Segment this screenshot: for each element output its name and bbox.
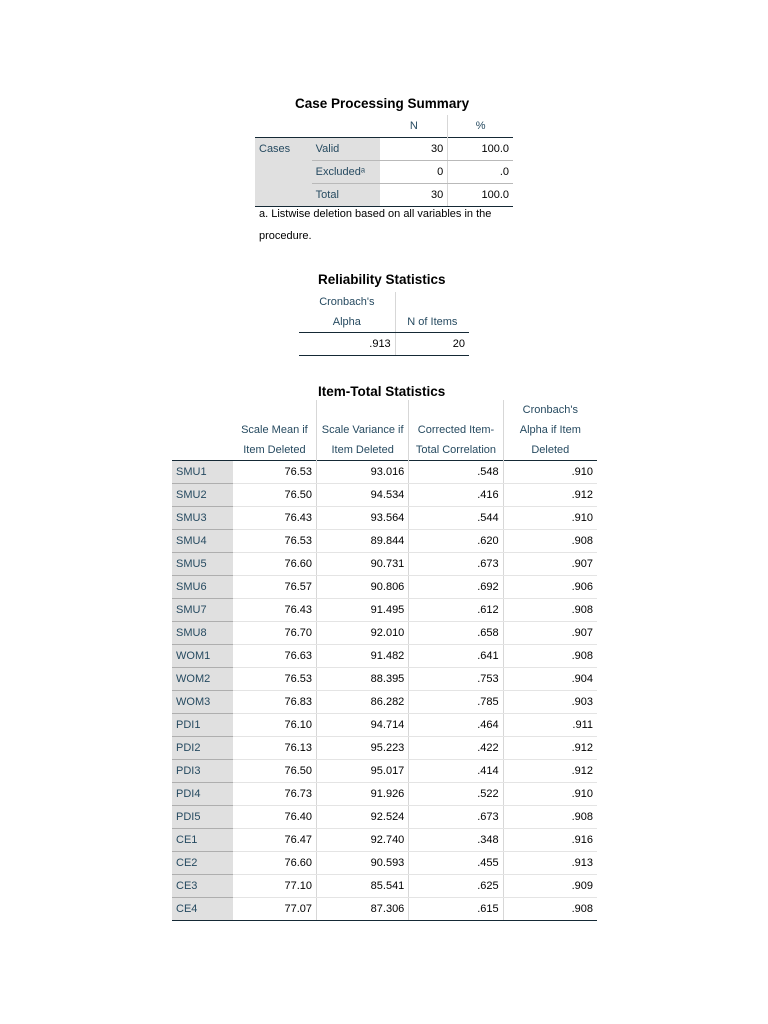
alpha-cell: .908 [503, 599, 597, 622]
row-label-excluded: Excludedᵃ [312, 161, 381, 184]
row-label: WOM1 [172, 645, 233, 668]
table-row [172, 852, 597, 875]
variance-cell: 95.017 [317, 760, 409, 783]
alpha-cell: .908 [503, 806, 597, 829]
row-label-total: Total [312, 184, 381, 207]
mean-cell: 76.43 [233, 507, 317, 530]
corr-cell: .544 [409, 507, 503, 530]
variance-cell: 92.740 [317, 829, 409, 852]
corr-cell: .753 [409, 668, 503, 691]
row-label: PDI5 [172, 806, 233, 829]
col-header-mean-line2: Item Deleted [243, 444, 306, 456]
variance-cell: 88.395 [317, 668, 409, 691]
table-row [172, 829, 597, 852]
table-row [172, 599, 597, 622]
case-processing-title: Case Processing Summary [295, 96, 470, 111]
corr-cell: .620 [409, 530, 503, 553]
table-row [172, 737, 597, 760]
row-label: CE4 [172, 898, 233, 921]
alpha-cell: .908 [503, 645, 597, 668]
row-label: SMU2 [172, 484, 233, 507]
footnote-line-2: procedure. [259, 230, 312, 242]
row-label: CE1 [172, 829, 233, 852]
mean-cell: 76.43 [233, 599, 317, 622]
corr-cell: .673 [409, 553, 503, 576]
corr-cell: .692 [409, 576, 503, 599]
alpha-cell: .903 [503, 691, 597, 714]
table-row [172, 622, 597, 645]
corr-cell: .414 [409, 760, 503, 783]
col-header-mean-line1: Scale Mean if [241, 424, 308, 436]
mean-cell: 76.10 [233, 714, 317, 737]
alpha-cell: .912 [503, 760, 597, 783]
row-label: WOM3 [172, 691, 233, 714]
variance-cell: 91.482 [317, 645, 409, 668]
row-label-valid: Valid [312, 138, 381, 161]
table-row [172, 530, 597, 553]
variance-cell: 91.495 [317, 599, 409, 622]
table-row [172, 484, 597, 507]
alpha-cell: .913 [503, 852, 597, 875]
corr-cell: .522 [409, 783, 503, 806]
variance-cell: 92.010 [317, 622, 409, 645]
corr-cell: .422 [409, 737, 503, 760]
variance-cell: 94.714 [317, 714, 409, 737]
alpha-cell: .906 [503, 576, 597, 599]
item-total-title: Item-Total Statistics [318, 384, 446, 399]
valid-pct: 100.0 [448, 138, 513, 161]
variance-cell: 91.926 [317, 783, 409, 806]
alpha-cell: .910 [503, 783, 597, 806]
alpha-cell: .904 [503, 668, 597, 691]
variance-cell: 95.223 [317, 737, 409, 760]
mean-cell: 76.47 [233, 829, 317, 852]
variance-cell: 87.306 [317, 898, 409, 921]
corr-cell: .548 [409, 461, 503, 484]
mean-cell: 77.07 [233, 898, 317, 921]
alpha-cell: .908 [503, 898, 597, 921]
alpha-cell: .909 [503, 875, 597, 898]
table-row [172, 507, 597, 530]
row-label: PDI2 [172, 737, 233, 760]
cases-group-label: Cases [255, 138, 312, 207]
row-label: CE3 [172, 875, 233, 898]
variance-cell: 86.282 [317, 691, 409, 714]
corr-cell: .348 [409, 829, 503, 852]
table-row [172, 898, 597, 921]
mean-cell: 76.70 [233, 622, 317, 645]
row-label: PDI4 [172, 783, 233, 806]
case-processing-table [255, 115, 513, 207]
row-label: SMU6 [172, 576, 233, 599]
row-label: PDI1 [172, 714, 233, 737]
variance-cell: 94.534 [317, 484, 409, 507]
mean-cell: 76.73 [233, 783, 317, 806]
alpha-cell: .910 [503, 461, 597, 484]
alpha-cell: .907 [503, 622, 597, 645]
table-row [172, 691, 597, 714]
variance-cell: 89.844 [317, 530, 409, 553]
table-row [172, 714, 597, 737]
table-row [172, 668, 597, 691]
mean-cell: 76.50 [233, 484, 317, 507]
variance-cell: 90.593 [317, 852, 409, 875]
corr-cell: .658 [409, 622, 503, 645]
corr-cell: .625 [409, 875, 503, 898]
col-header-alpha-line3: Deleted [503, 440, 597, 461]
col-header-corr-line1: Corrected Item- [409, 420, 503, 440]
table-row [172, 576, 597, 599]
total-pct: 100.0 [448, 184, 513, 207]
variance-cell: 85.541 [317, 875, 409, 898]
table-row [172, 461, 597, 484]
col-header-pct: % [448, 115, 513, 138]
total-n: 30 [380, 184, 447, 207]
row-label: SMU8 [172, 622, 233, 645]
variance-cell: 90.731 [317, 553, 409, 576]
mean-cell: 76.60 [233, 553, 317, 576]
alpha-cell: .910 [503, 507, 597, 530]
alpha-cell: .908 [503, 530, 597, 553]
row-label: SMU7 [172, 599, 233, 622]
mean-cell: 76.40 [233, 806, 317, 829]
table-row [172, 760, 597, 783]
variance-cell: 93.564 [317, 507, 409, 530]
alpha-cell: .912 [503, 484, 597, 507]
mean-cell: 76.83 [233, 691, 317, 714]
corr-cell: .615 [409, 898, 503, 921]
row-label: PDI3 [172, 760, 233, 783]
corr-cell: .612 [409, 599, 503, 622]
footnote-line-1: a. Listwise deletion based on all variables in the [259, 208, 492, 220]
alpha-cell: .911 [503, 714, 597, 737]
table-row [172, 645, 597, 668]
reliability-title: Reliability Statistics [318, 272, 446, 287]
row-label: CE2 [172, 852, 233, 875]
corr-cell: .641 [409, 645, 503, 668]
mean-cell: 76.53 [233, 530, 317, 553]
col-header-corr-line2: Total Correlation [409, 440, 503, 461]
col-header-variance-line2: Item Deleted [317, 440, 409, 461]
variance-cell: 90.806 [317, 576, 409, 599]
mean-cell: 76.13 [233, 737, 317, 760]
table-row [172, 553, 597, 576]
corr-cell: .455 [409, 852, 503, 875]
row-label: SMU3 [172, 507, 233, 530]
corr-cell: .785 [409, 691, 503, 714]
col-header-n-items: N of Items [395, 312, 469, 333]
col-header-n: N [409, 120, 418, 132]
mean-cell: 76.53 [233, 461, 317, 484]
col-header-alpha-line2: Alpha [299, 312, 395, 333]
corr-cell: .416 [409, 484, 503, 507]
excluded-pct: .0 [448, 161, 513, 184]
mean-cell: 76.63 [233, 645, 317, 668]
mean-cell: 76.53 [233, 668, 317, 691]
mean-cell: 77.10 [233, 875, 317, 898]
table-row [172, 875, 597, 898]
col-header-alpha-line1: Cronbach's [503, 400, 597, 420]
col-header-alpha-line2: Alpha if Item [503, 420, 597, 440]
table-row [172, 783, 597, 806]
row-label: SMU1 [172, 461, 233, 484]
alpha-cell: .907 [503, 553, 597, 576]
reliability-table [299, 292, 469, 356]
item-total-table [172, 400, 597, 921]
col-header-alpha-line1: Cronbach's [319, 296, 375, 308]
corr-cell: .673 [409, 806, 503, 829]
alpha-cell: .916 [503, 829, 597, 852]
mean-cell: 76.57 [233, 576, 317, 599]
n-items-value: 20 [395, 333, 469, 356]
table-row [172, 806, 597, 829]
variance-cell: 92.524 [317, 806, 409, 829]
valid-n: 30 [380, 138, 447, 161]
mean-cell: 76.60 [233, 852, 317, 875]
mean-cell: 76.50 [233, 760, 317, 783]
excluded-n: 0 [380, 161, 447, 184]
variance-cell: 93.016 [317, 461, 409, 484]
row-label: WOM2 [172, 668, 233, 691]
corr-cell: .464 [409, 714, 503, 737]
alpha-value: .913 [299, 333, 395, 356]
alpha-cell: .912 [503, 737, 597, 760]
row-label: SMU4 [172, 530, 233, 553]
col-header-variance-line1: Scale Variance if [317, 420, 409, 440]
row-label: SMU5 [172, 553, 233, 576]
